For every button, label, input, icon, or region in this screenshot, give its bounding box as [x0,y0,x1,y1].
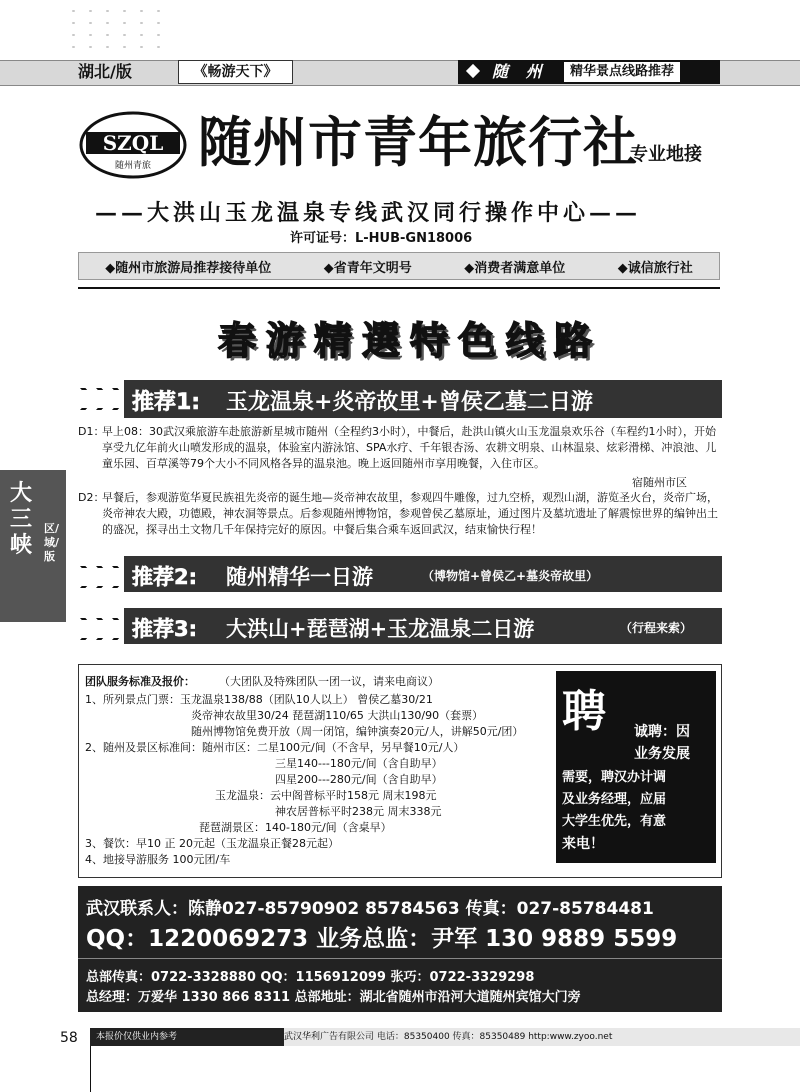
hiring-char: 聘 [562,686,606,737]
contact-block [78,886,722,1012]
route-note: （博物馆+曾侯乙+墓炎帝故里） [422,569,599,583]
chevron-icon [80,566,98,588]
contact-gm: 总经理：万爱华 1330 866 8311 总部地址：湖北省随州市沿河大道随州宾馆大门旁 [86,990,581,1005]
chevron-icon [96,566,114,588]
hiring-line: 来电！ [562,836,604,852]
footer-notice: 本报价仅供业内参考 [90,1028,284,1046]
service-line: 三星140---180元/间（含自助早） [275,757,443,770]
route-title: 随州精华一日游 [226,564,373,589]
magazine-name: 《畅游天下》 [178,60,293,84]
hiring-line: 需要，聘汉办计调 [562,770,667,785]
honors-bar [78,252,720,280]
section-title: 春游精選特色线路 [217,318,602,363]
side-tab [0,470,66,622]
tagline: 精华景点线路推荐 [564,62,680,82]
footer-ad: 武汉华利广告有限公司 电话：85350400 传真：85350489 http:www.zyoo.net [284,1032,613,1042]
route-banner-1 [124,380,722,418]
chevron-icon [80,618,98,640]
dot-pattern [65,5,165,53]
logo-sub: 随州青旅 [114,161,152,171]
hiring-line: 及业务经理，应届 [562,792,667,807]
honor-item: ◆消费者满意单位 [464,260,566,276]
agency-logo [78,110,188,180]
route-label: 推荐2: [132,565,198,589]
hiring-line: 大学生优先，有意 [562,814,667,829]
route-title: 大洪山+琵琶湖+玉龙温泉二日游 [226,616,535,641]
hiring-line: 业务发展 [634,746,690,762]
service-line: 四星200---280元/间（含自助早） [275,773,443,786]
contact-wuhan: 武汉联系人：陈静027-85790902 85784563 传真：027-85784481 [86,899,654,919]
city-banner [458,60,720,84]
route-note: （行程来索） [620,621,693,635]
city-name: 随 州 [492,62,548,81]
side-tab-subtitle: 区/域/版 [44,522,60,563]
route-banner-3 [124,608,722,644]
agency-name: 随州市青年旅行社 [198,110,638,174]
honor-item: ◆随州市旅游局推荐接待单位 [105,260,272,276]
service-line: 炎帝神农故里30/24 琵琶湖110/65 大洪山130/90（套票） [191,709,484,722]
local-operator: 专业地接 [630,144,702,165]
side-tab-title: 大三峡 [10,480,33,558]
route-banner-2 [124,556,722,592]
honor-item: ◆诚信旅行社 [617,260,693,276]
diamond-icon [466,64,480,78]
service-line: 1、所列景点门票：玉龙温泉138/88（团队10人以上） 曾侯乙墓30/21 [85,693,433,706]
divider [90,1046,91,1092]
chevron-icon [80,388,98,410]
service-line: 3、餐饮：早10 正 20元起（玉龙温泉正餐28元起） [85,837,339,850]
service-note: （大团队及特殊团队一团一议，请来电商议） [219,675,439,688]
honor-item: ◆省青年文明号 [323,260,412,276]
chevron-icon [96,618,114,640]
region-label: 湖北/版 [78,62,132,81]
route-label: 推荐1: [132,390,201,415]
service-line: 4、地接导游服务 100元团/车 [85,853,231,866]
itinerary-day1 [78,424,724,472]
day-text: 早上08：30武汉乘旅游车赴旅游新星城市随州（全程约3小时），中餐后，赴洪山镇火山玉龙温泉欢乐谷（车程约1小时），开始享受九亿年前火山喷发形成的温泉，体验室内游泳馆、SPA水疗、千年银杏汤、农耕文明泉、山林温泉、炫彩滑梯、冲浪池、儿童乐园、百草溪等79个大小不同风格各异的温泉池。晚上返回随州市享用晚餐，入住市区。 [102,425,717,470]
contact-qq: QQ：1220069273 业务总监：尹军 130 9889 5599 [86,926,678,952]
logo-text: SZQL [102,131,164,155]
page-number: 58 [60,1030,78,1046]
day-label: D2： [78,491,105,504]
footer-bar [90,1028,800,1046]
divider [78,958,722,959]
license-number: 许可证号：L-HUB-GN18006 [290,231,473,246]
contact-hq: 总部传真：0722-3328880 QQ：1156912099 张巧：0722-3329298 [86,970,535,985]
service-line: 玉龙温泉：云中阁普标平时158元 周末198元 [215,789,437,802]
service-title: 团队服务标准及报价： [85,675,195,688]
divider [78,287,720,289]
route-title: 玉龙温泉+炎帝故里+曾侯乙墓二日游 [226,389,593,415]
service-line: 神农居普标平时238元 周末338元 [275,805,442,818]
stay-location: 宿随州市区 [632,476,687,489]
hiring-line: 诚聘：因 [634,724,690,740]
day-text: 早餐后，参观游览华夏民族祖先炎帝的诞生地—炎帝神农故里，参观四牛雕像，过九空桥，观烈山湖，游览圣火台，炎帝广场，炎帝神农大殿，功德殿，神农洞等景点。后参观随州博物馆，参观曾侯乙墓原址，通过图片及墓坑遗址了解震惊世界的编钟出土的盛况，探寻出土文物几千年保持完好的原因。中餐后集合乘车返回武汉，结束愉快行程！ [102,491,718,536]
slogan: ——大洪山玉龙温泉专线武汉同行操作中心—— [95,200,642,226]
service-line: 2、随州及景区标准间：随州市区：二星100元/间（不含早，另早餐10元/人） [85,741,465,754]
service-line: 琵琶湖景区：140-180元/间（含桌早） [199,821,392,834]
route-label: 推荐3: [132,617,198,641]
hiring-box [556,671,716,863]
itinerary-day2 [78,490,724,538]
day-label: D1： [78,425,105,438]
chevron-icon [96,388,114,410]
service-line: 随州博物馆免费开放（周一闭馆，编钟演奏20元/人，讲解50元/团） [191,725,524,738]
